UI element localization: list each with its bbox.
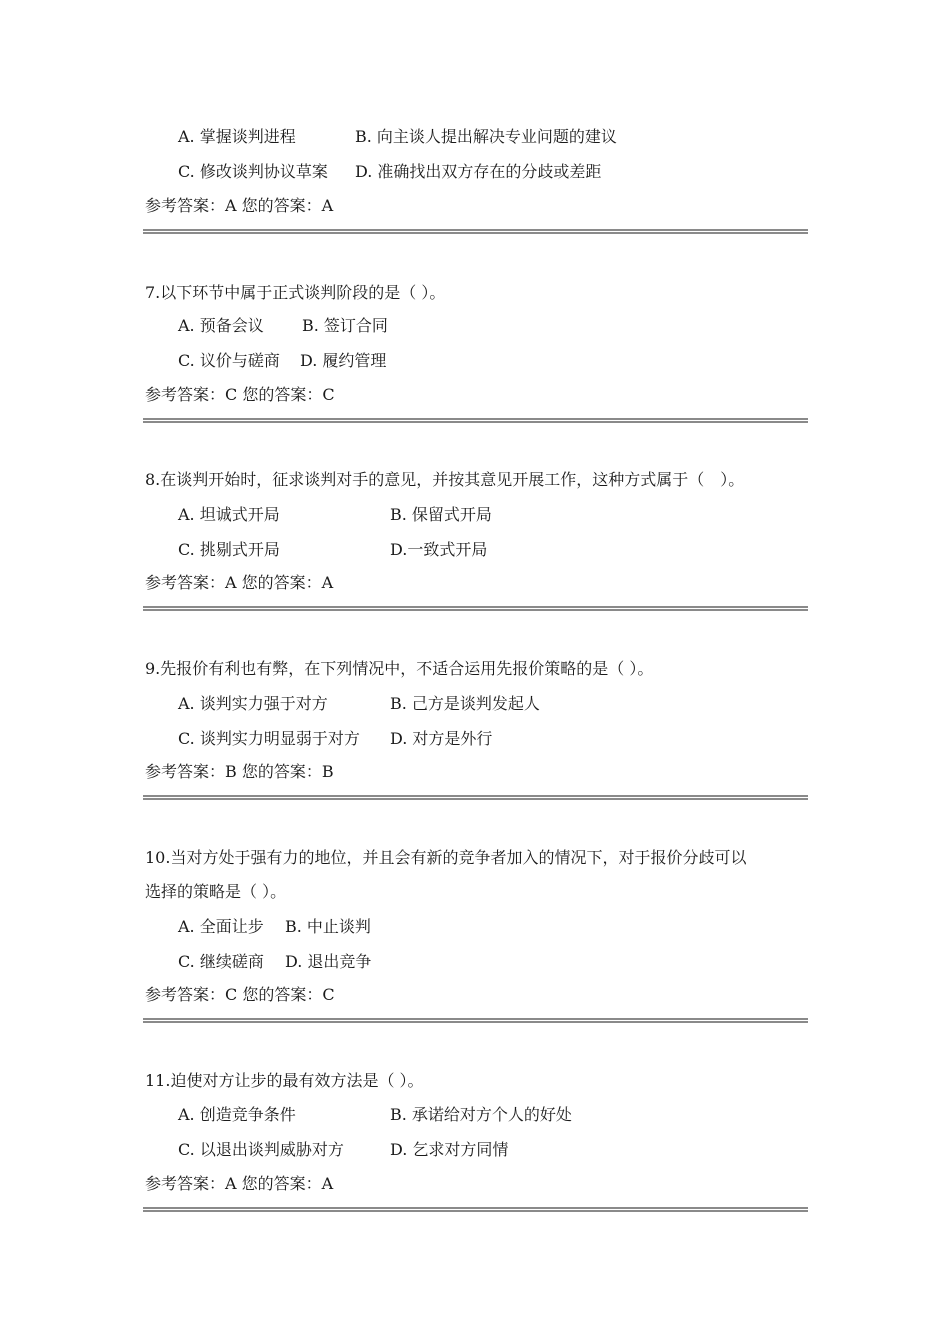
separator [143, 229, 808, 234]
answer-line: 参考答案：C 您的答案：C [145, 985, 335, 1004]
option-a: A. 创造竞争条件 [178, 1105, 296, 1124]
question-text: 8.在谈判开始时，征求谈判对手的意见，并按其意见开展工作，这种方式属于（ ）。 [145, 470, 745, 489]
option-d: D. 履约管理 [300, 351, 387, 370]
question-text: 9.先报价有利也有弊，在下列情况中，不适合运用先报价策略的是（ ）。 [145, 659, 654, 678]
option-d: D. 退出竞争 [285, 952, 372, 971]
option-c: C. 议价与磋商 [178, 351, 280, 370]
option-d: D. 对方是外行 [390, 729, 493, 748]
option-d: D.一致式开局 [390, 540, 488, 559]
option-a: A. 全面让步 [178, 917, 264, 936]
separator [143, 795, 808, 800]
separator [143, 1018, 808, 1023]
answer-line: 参考答案：C 您的答案：C [145, 385, 335, 404]
option-a: A. 谈判实力强于对方 [178, 694, 328, 713]
answer-line: 参考答案：A 您的答案：A [145, 1174, 334, 1193]
answer-line: 参考答案：A 您的答案：A [145, 196, 334, 215]
answer-line: 参考答案：B 您的答案：B [145, 762, 334, 781]
question-text-continued: 选择的策略是（ ）。 [145, 882, 287, 901]
option-b: B. 己方是谈判发起人 [390, 694, 540, 713]
question-text: 11.迫使对方让步的最有效方法是（ ）。 [145, 1071, 424, 1090]
option-b: B. 承诺给对方个人的好处 [390, 1105, 572, 1124]
option-b: B. 向主谈人提出解决专业问题的建议 [355, 127, 617, 146]
option-d: D. 准确找出双方存在的分歧或差距 [355, 162, 602, 181]
separator [143, 606, 808, 611]
option-c: C. 以退出谈判威胁对方 [178, 1140, 344, 1159]
question-text: 10.当对方处于强有力的地位，并且会有新的竞争者加入的情况下，对于报价分歧可以 [145, 848, 747, 867]
option-c: C. 继续磋商 [178, 952, 264, 971]
option-a: A. 掌握谈判进程 [178, 127, 296, 146]
question-text: 7.以下环节中属于正式谈判阶段的是（ ）。 [145, 283, 446, 302]
option-c: C. 谈判实力明显弱于对方 [178, 729, 360, 748]
option-d: D. 乞求对方同情 [390, 1140, 509, 1159]
option-c: C. 修改谈判协议草案 [178, 162, 328, 181]
answer-line: 参考答案：A 您的答案：A [145, 573, 334, 592]
option-b: B. 中止谈判 [285, 917, 371, 936]
option-c: C. 挑剔式开局 [178, 540, 280, 559]
option-a: A. 预备会议 [178, 316, 264, 335]
option-b: B. 保留式开局 [390, 505, 492, 524]
option-a: A. 坦诚式开局 [178, 505, 280, 524]
separator [143, 1207, 808, 1212]
separator [143, 418, 808, 423]
option-b: B. 签订合同 [302, 316, 388, 335]
